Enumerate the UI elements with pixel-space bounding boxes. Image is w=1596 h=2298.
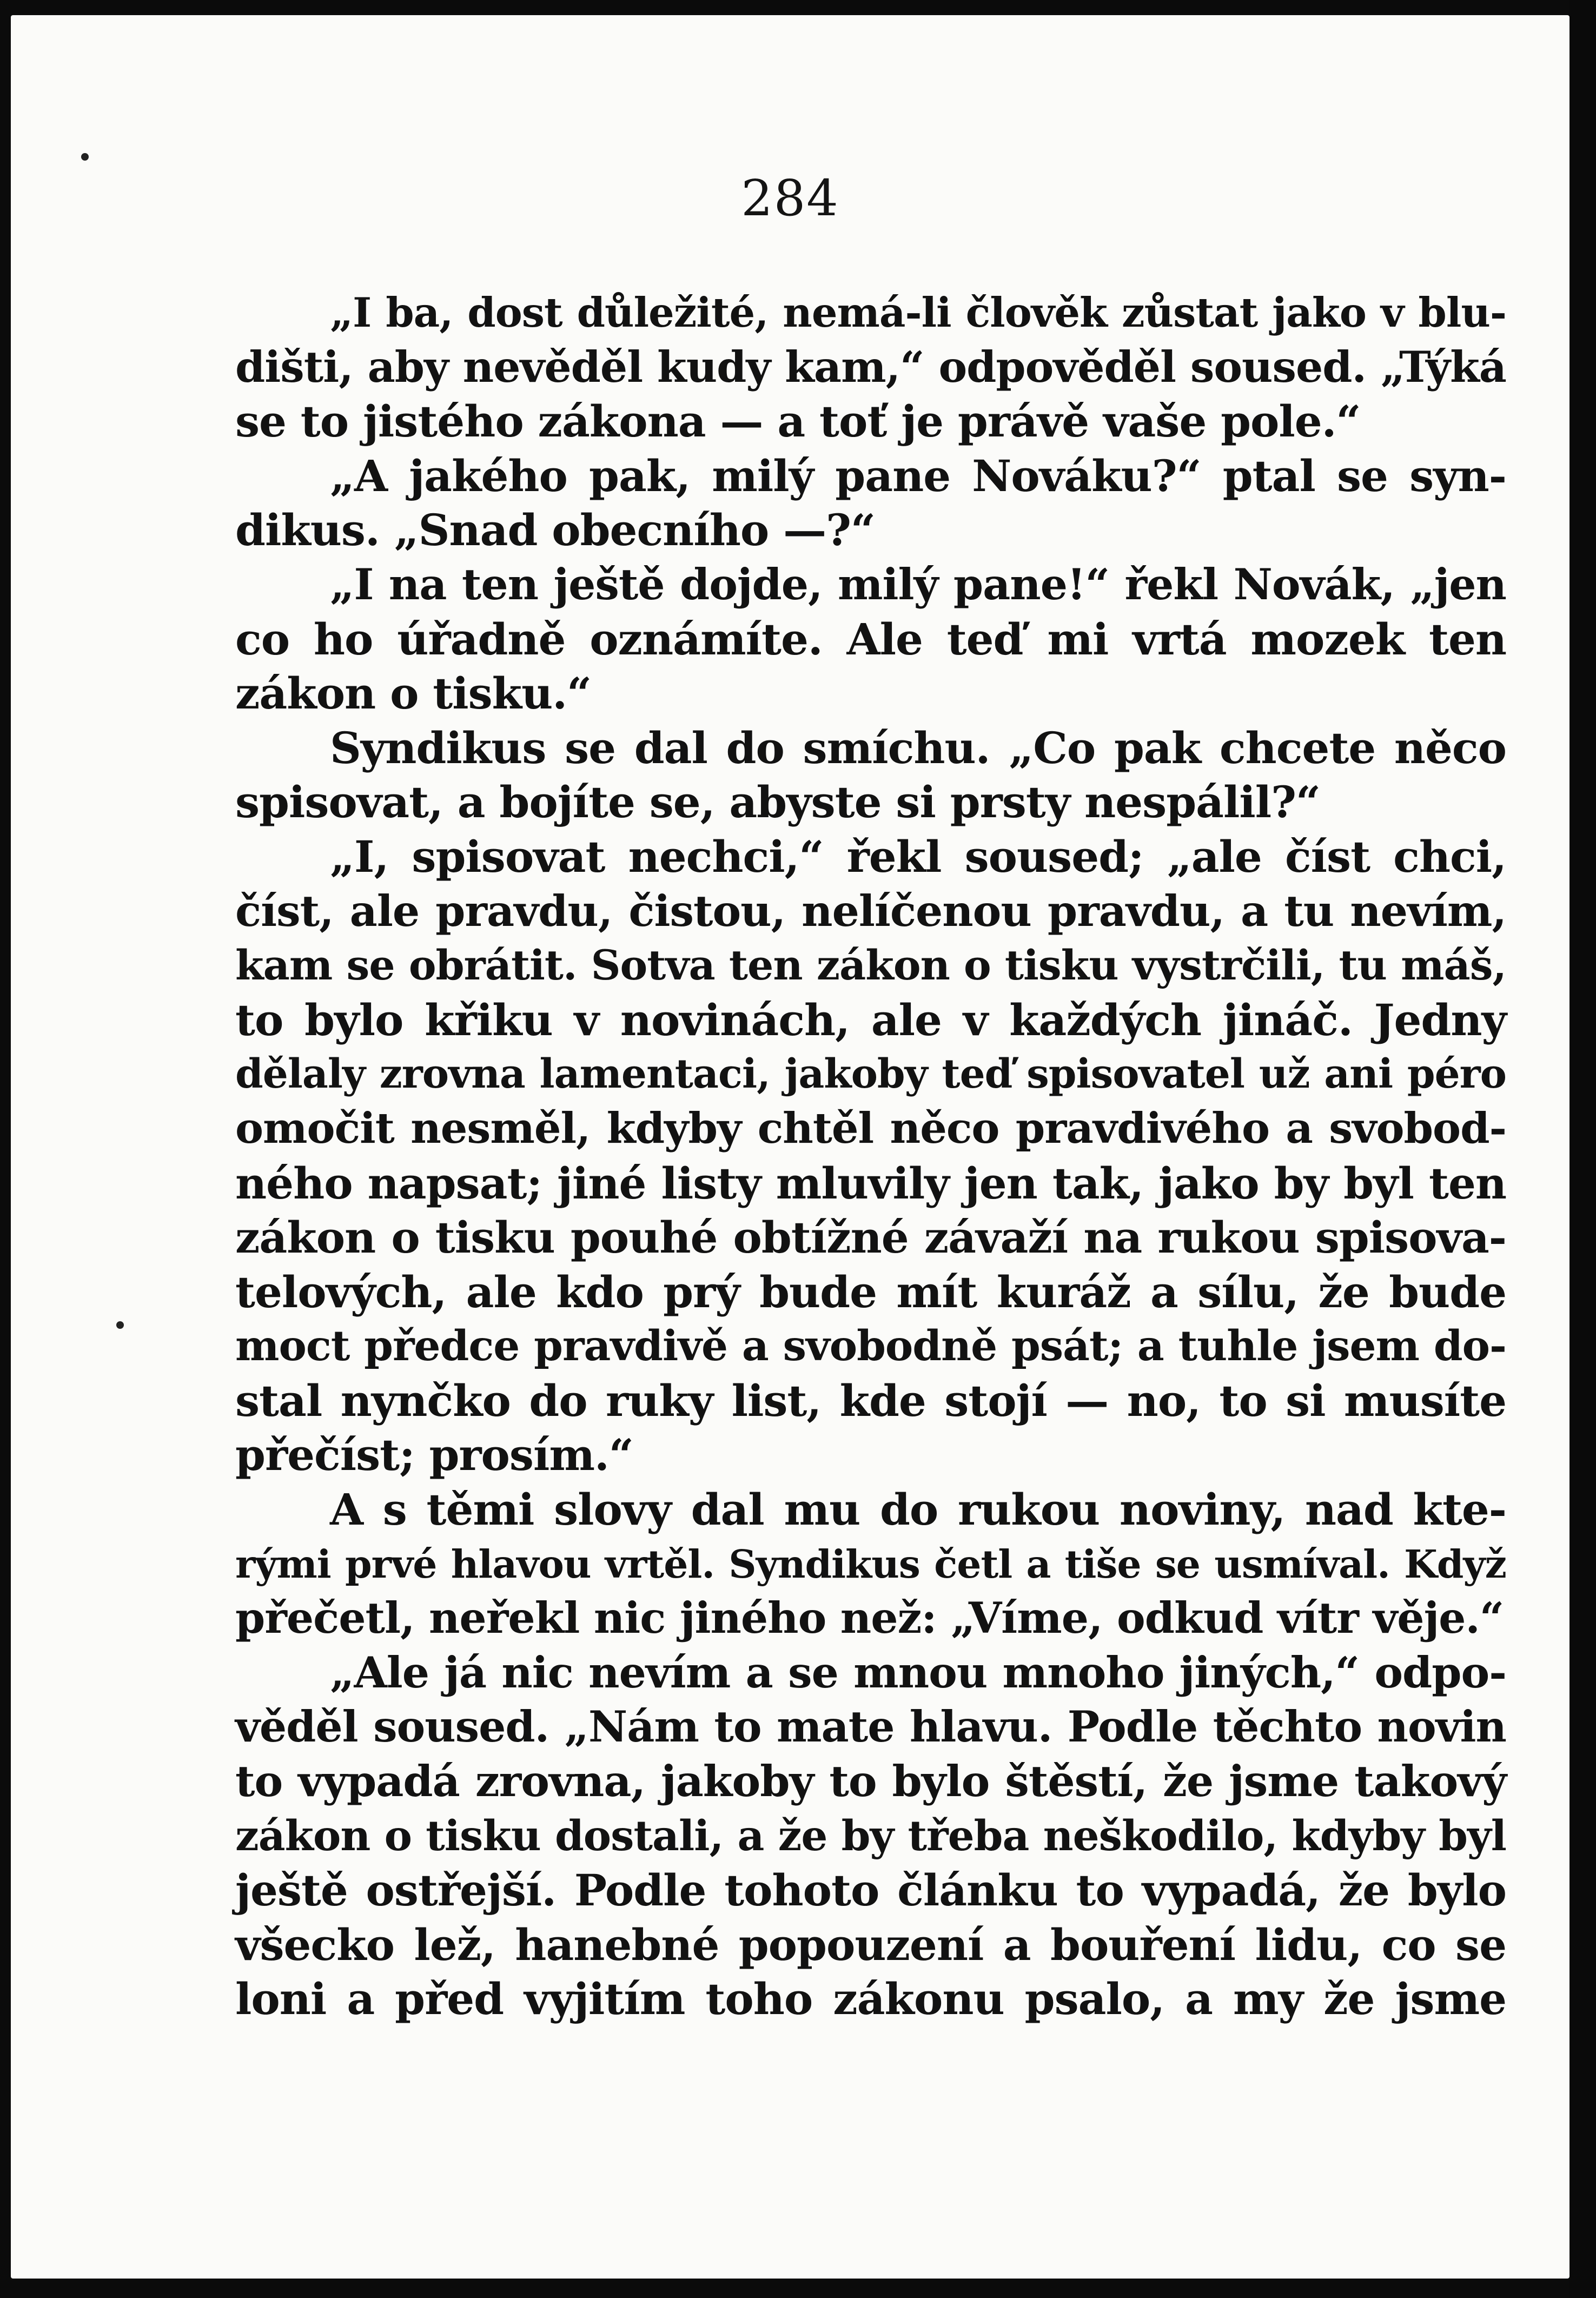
text-line: spisovat, a bojíte se, abyste si prsty nespálil?“ — [235, 777, 1321, 828]
text-line: kam se obrátit. Sotva ten zákon o tisku vystrčili, tu máš, — [235, 941, 1506, 990]
text-line: zákon o tisku pouhé obtížné závaží na rukou spisova- — [235, 1212, 1506, 1263]
text-line: omočit nesměl, kdyby chtěl něco pravdivého a svobod- — [235, 1103, 1506, 1153]
text-line: všecko lež, hanebné popouzení a bouření lidu, co se — [235, 1919, 1506, 1970]
text-line: „I, spisovat nechci,“ řekl soused; „ale číst chci, — [330, 831, 1506, 882]
text-line: co ho úřadně oznámíte. Ale teď mi vrtá mozek ten — [235, 613, 1506, 665]
ink-speck — [116, 1321, 124, 1329]
text-line: dišti, aby nevěděl kudy kam,“ odpověděl soused. „Týká — [235, 341, 1506, 392]
text-line: ného napsat; jiné listy mluvily jen tak, jako by byl ten — [235, 1157, 1506, 1209]
text-line: stal nynčko do ruky list, kde stojí — no, to si musíte — [235, 1375, 1506, 1426]
text-line: přečíst; prosím.“ — [235, 1429, 633, 1481]
text-line: číst, ale pravdu, čistou, nelíčenou pravdu, a tu nevím, — [235, 885, 1506, 936]
scan-border — [1569, 0, 1596, 2298]
text-line: A s těmi slovy dal mu do rukou noviny, nad kte- — [330, 1484, 1506, 1535]
text-line: loni a před vyjitím toho zákonu psalo, a my že jsme — [235, 1974, 1506, 2025]
text-line: „I ba, dost důležité, nemá-li člověk zůstat jako v blu- — [330, 289, 1506, 336]
text-line: to vypadá zrovna, jakoby to bylo štěstí, že jsme takový — [235, 1756, 1506, 1807]
page-number: 284 — [741, 169, 839, 227]
text-line: moct předce pravdivě a svobodně psát; a tuhle jsem do- — [235, 1322, 1506, 1371]
text-line: zákon o tisku dostali, a že by třeba neškodilo, kdyby byl — [235, 1811, 1506, 1860]
text-line: Syndikus se dal do smíchu. „Co pak chcete něco — [330, 722, 1506, 773]
text-line: to bylo křiku v novinách, ale v každých jináč. Jedny — [235, 994, 1506, 1045]
text-line: přečetl, neřekl nic jiného než: „Víme, odkud vítr věje.“ — [235, 1593, 1504, 1644]
body-text — [235, 286, 1506, 2027]
book-page — [11, 15, 1569, 2279]
text-line: „I na ten ještě dojde, milý pane!“ řekl Novák, „jen — [330, 559, 1506, 610]
text-line: ještě ostřejší. Podle tohoto článku to vypadá, že bylo — [235, 1865, 1506, 1916]
text-line: rými prvé hlavou vrtěl. Syndikus četl a tiše se usmíval. Když — [235, 1541, 1506, 1587]
text-line: zákon o tisku.“ — [235, 668, 592, 719]
text-line: „Ale já nic nevím a se mnou mnoho jiných,“ odpo- — [330, 1647, 1506, 1698]
text-line: „A jakého pak, milý pane Nováku?“ ptal se syn- — [330, 450, 1506, 501]
text-line: věděl soused. „Nám to mate hlavu. Podle těchto novin — [235, 1701, 1506, 1752]
text-line: se to jistého zákona — a toť je právě vaše pole.“ — [235, 396, 1361, 447]
text-line: dikus. „Snad obecního —?“ — [235, 505, 875, 556]
text-line: dělaly zrovna lamentaci, jakoby teď spisovatel už ani péro — [235, 1051, 1506, 1098]
text-line: telových, ale kdo prý bude mít kuráž a sílu, že bude — [235, 1266, 1506, 1317]
ink-speck — [81, 153, 89, 161]
